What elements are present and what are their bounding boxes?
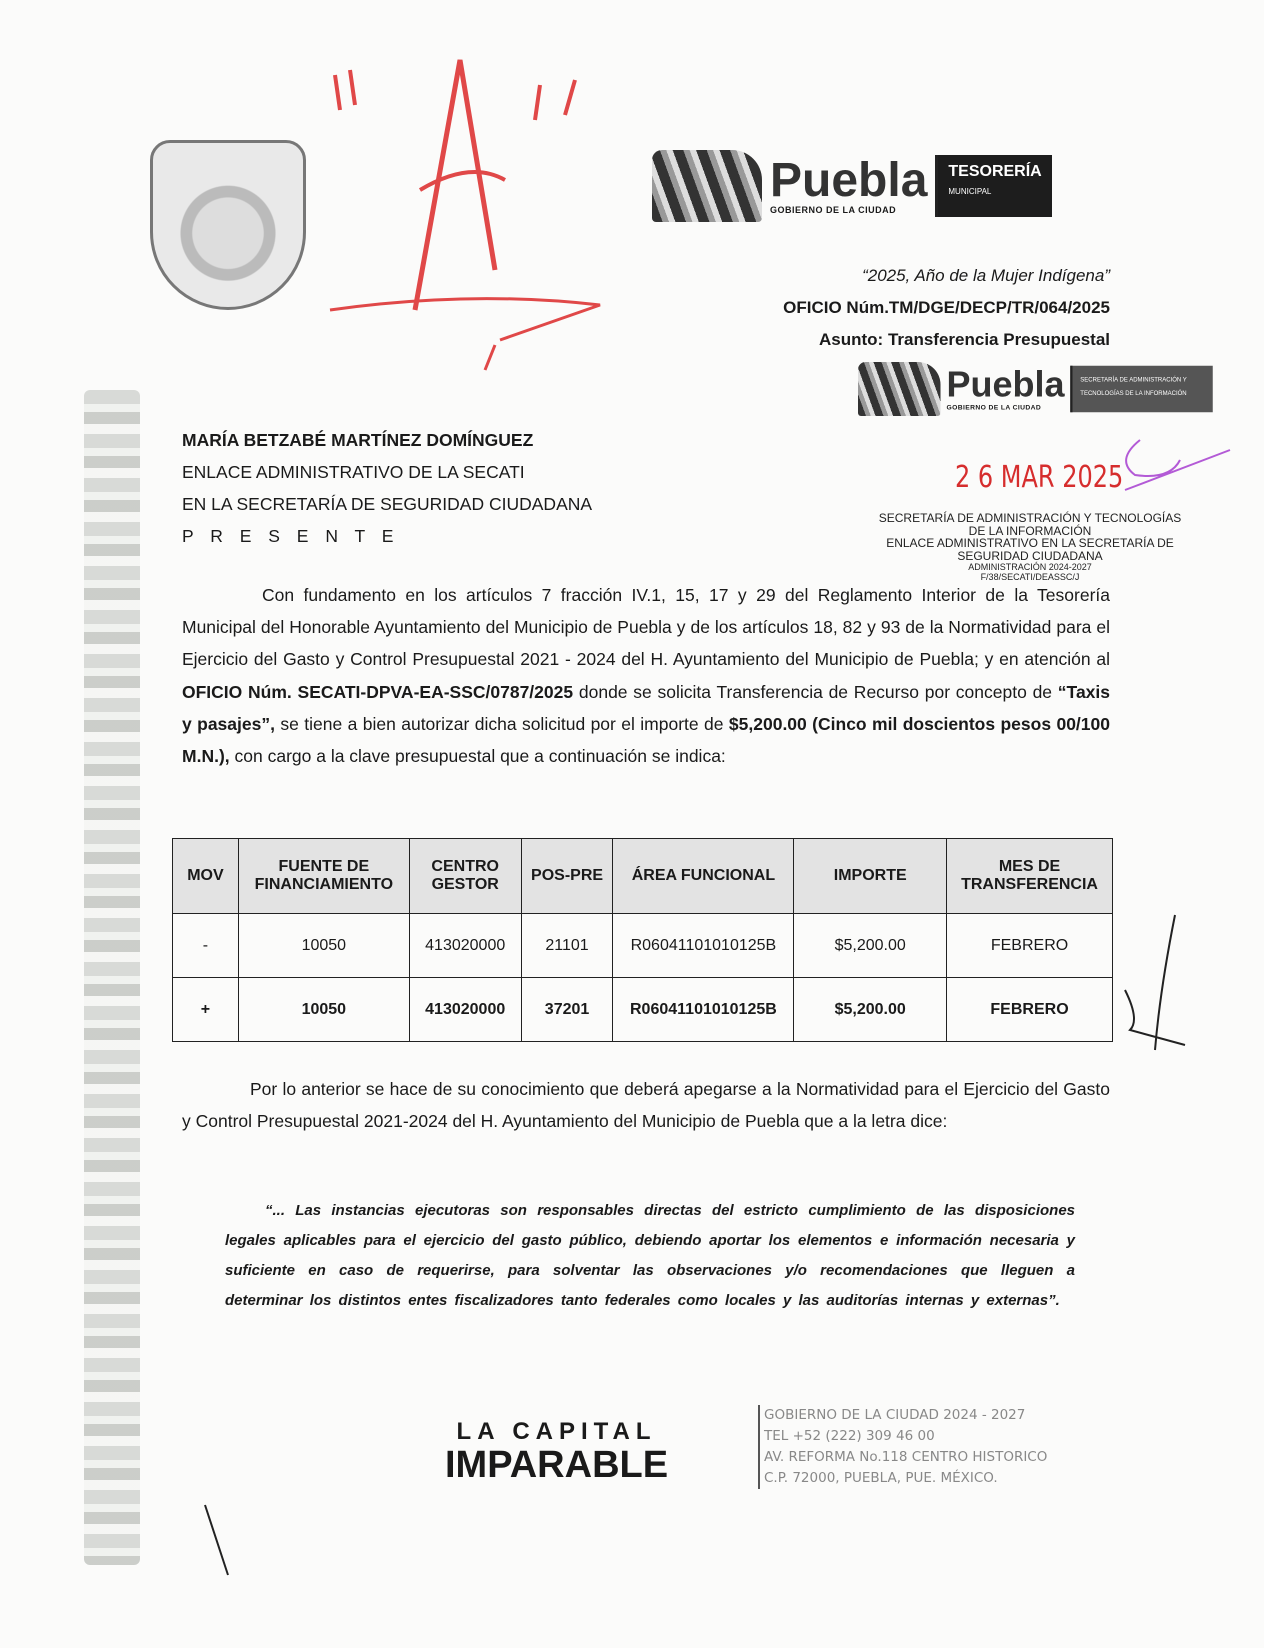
puebla-secati-logo: Puebla GOBIERNO DE LA CIUDAD SECRETARÍA DE ADMINISTRACIÓN Y TECNOLOGÍAS DE LA INFORMACIÓN [858,362,1213,416]
la-capital-imparable-logo: LA CAPITAL IMPARABLE [445,1418,669,1486]
signature-initials [1110,430,1240,500]
municipal-seal [150,140,306,310]
year-motto: “2025, Año de la Mujer Indígena” [862,266,1110,285]
pen-stroke [200,1500,240,1580]
table-header-row: MOV FUENTE DE FINANCIAMIENTO CENTRO GESTOR POS-PRE ÁREA FUNCIONAL IMPORTE MES DE TRANSFERENCIA [173,839,1113,914]
signature-mark [1120,910,1190,1060]
table-row: - 10050 413020000 21101 R06041101010125B $5,200.00 FEBRERO [173,914,1113,978]
body-paragraph-2: Por lo anterior se hace de su conocimiento que deberá apegarse a la Normatividad para el Ejercicio del Gasto y Control Presupuestal 2021-2024 del H. Ayuntamiento del Municipio de Puebla que a la letra dice: [182,1079,1110,1132]
body-paragraph-1: Con fundamento en los artículos 7 fracción IV.1, 15, 17 y 29 del Reglamento Interior de la Tesorería Municipal del Honorable Ayuntamiento del Municipio de Puebla y de los artículos 18, 82 y 93 de la Normatividad para el Ejercicio del Gasto y Control Presupuestal 2021 - 2024 del H. Ayuntamiento del Municipio de Puebla; y en atención al OFICIO Núm. SECATI-DPVA-EA-SSC/0787/2025 donde se solicita Transferencia de Recurso por concepto de “Taxis y pasajes”, se tiene a bien autorizar dicha solicitud por el importe de $5,200.00 (Cinco mil doscientos pesos 00/100 M.N.), con cargo a la clave presupuestal que a continuación se indica: [182,585,1110,767]
puebla-emblem-icon [652,150,762,222]
received-date-stamp: 2 6 MAR 2025 [955,460,1124,495]
asunto: Asunto: Transferencia Presupuestal [819,330,1110,349]
puebla-emblem-icon [858,362,941,416]
handwritten-a-mark [320,40,620,380]
budget-transfer-table [172,838,1113,1042]
reception-stamp: SECRETARÍA DE ADMINISTRACIÓN Y TECNOLOGÍAS DE LA INFORMACIÓN ENLACE ADMINISTRATIVO EN LA SECRETARÍA DE SEGURIDAD CIUDADANA ADMINISTRACIÓN 2024-2027 F/38/SECATI/DEASSC/J [878,511,1182,582]
legal-quote: “... Las instancias ejecutoras son responsables directas del estricto cumplimiento de las disposiciones legales aplicables para el ejercicio del gasto público, debiendo aportar los elementos e información necesaria y suficiente en caso de requerirse, para solventar las observaciones y/o recomendaciones que lleguen a determinar los distintos entes fiscalizadores tanto federales como locales y las auditorías internas y externas”. [225,1202,1075,1309]
puebla-tesoreria-logo: Puebla GOBIERNO DE LA CIUDAD TESORERÍA MUNICIPAL [652,150,1052,222]
footer-address: GOBIERNO DE LA CIUDAD 2024 - 2027 TEL +52 (222) 309 46 00 AV. REFORMA No.118 CENTRO HISTORICO C.P. 72000, PUEBLA, PUE. MÉXICO. [758,1405,1047,1489]
recipient-block: MARÍA BETZABÉ MARTÍNEZ DOMÍNGUEZ ENLACE ADMINISTRATIVO DE LA SECATI EN LA SECRETARÍA DE SEGURIDAD CIUDADANA P R E S E N T E [182,430,593,546]
oficio-number: OFICIO Núm.TM/DGE/DECP/TR/064/2025 [783,298,1110,317]
table-row: + 10050 413020000 37201 R06041101010125B $5,200.00 FEBRERO [173,978,1113,1042]
decorative-border [84,390,140,1565]
